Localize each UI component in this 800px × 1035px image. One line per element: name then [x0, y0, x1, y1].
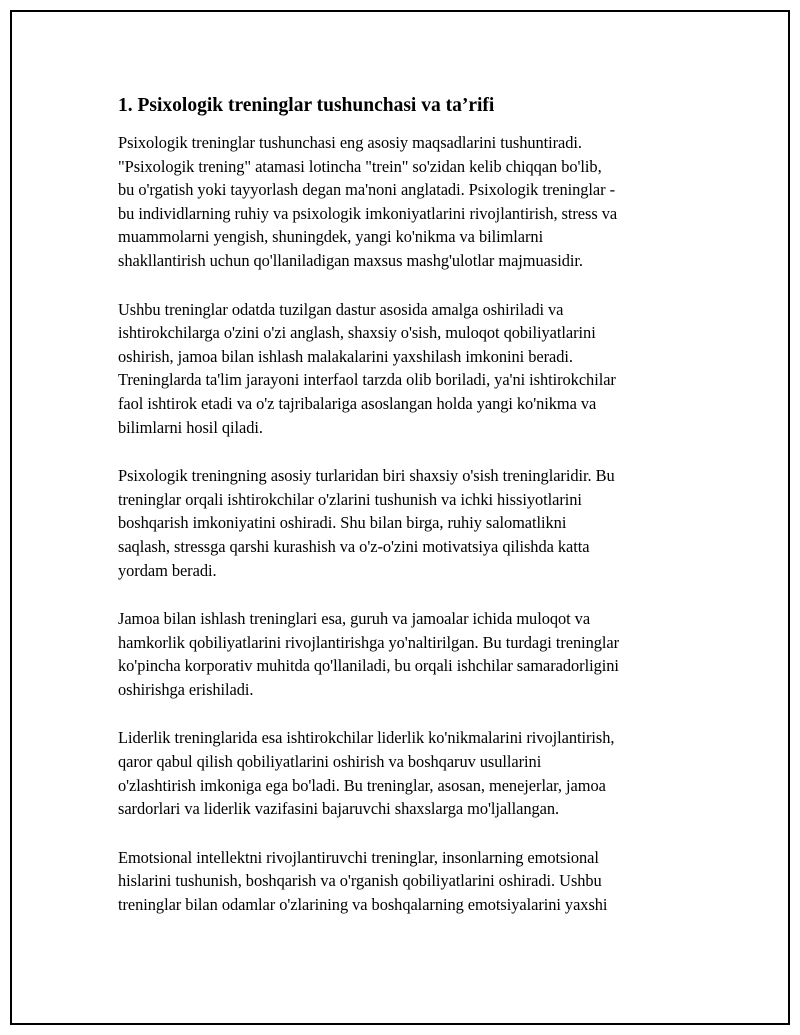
paragraph	[118, 726, 698, 820]
paragraph-line: treninglar bilan odamlar o'zlarining va boshqalarning emotsiyalarini yaxshi	[118, 895, 608, 915]
paragraph-line: oshirishga erishiladi.	[118, 679, 254, 699]
paragraph-line: sardorlari va liderlik vazifasini bajaruvchi shaxslarga mo'ljallangan.	[118, 799, 560, 819]
paragraph-line: ko'pincha korporativ muhitda qo'llaniladi, bu orqali ishchilar samaradorligini	[118, 656, 619, 676]
paragraph-list	[118, 131, 698, 917]
paragraph-line: oshirish, jamoa bilan ishlash malakalarini yaxshilash imkonini beradi.	[118, 346, 573, 366]
paragraph-line: shakllantirish uchun qo'llaniladigan maxsus mashg'ulotlar majmuasidir.	[118, 250, 583, 270]
paragraph	[118, 846, 698, 917]
paragraph-line: Jamoa bilan ishlash treninglari esa, guruh va jamoalar ichida muloqot va	[118, 609, 591, 629]
paragraph-line: faol ishtirok etadi va o'z tajribalariga asoslangan holda yangi ko'nikma va	[118, 393, 597, 413]
paragraph-line: Ushbu treninglar odatda tuzilgan dastur asosida amalga oshiriladi va	[118, 299, 564, 319]
paragraph-line: qaror qabul qilish qobiliyatlarini oshirish va boshqaruv usullarini	[118, 752, 542, 772]
paragraph-line: yordam beradi.	[118, 560, 217, 580]
paragraph-line: boshqarish imkoniyatini oshiradi. Shu bilan birga, ruhiy salomatlikni	[118, 513, 567, 533]
paragraph-line: Liderlik treninglarida esa ishtirokchilar liderlik ko'nikmalarini rivojlantirish,	[118, 728, 615, 748]
paragraph-line: muammolarni yengish, shuningdek, yangi ko'nikma va bilimlarni	[118, 227, 544, 247]
paragraph-line: Psixologik treninglar tushunchasi eng asosiy maqsadlarini tushuntiradi.	[118, 133, 582, 152]
paragraph-line: Treninglarda ta'lim jarayoni interfaol tarzda olib boriladi, ya'ni ishtirokchilar	[118, 370, 616, 390]
paragraph-line: saqlash, stressga qarshi kurashish va o'z-o'zini motivatsiya qilishda katta	[118, 536, 590, 556]
paragraph-line: ishtirokchilarga o'zini o'zi anglash, shaxsiy o'sish, muloqot qobiliyatlarini	[118, 323, 596, 343]
paragraph-line: Emotsional intellektni rivojlantiruvchi treninglar, insonlarning emotsional	[118, 847, 599, 867]
paragraph-line: bu o'rgatish yoki tayyorlash degan ma'noni anglatadi. Psixologik treninglar -	[118, 180, 616, 200]
paragraph	[118, 298, 698, 440]
paragraph-line: treninglar orqali ishtirokchilar o'zlarini tushunish va ichki hissiyotlarini	[118, 489, 582, 509]
paragraph-line: o'zlashtirish imkoniga ega bo'ladi. Bu treninglar, asosan, menejerlar, jamoa	[118, 775, 606, 795]
section-heading: 1. Psixologik treninglar tushunchasi va ta’rifi	[118, 95, 495, 116]
paragraph-line: Psixologik treningning asosiy turlaridan biri shaxsiy o'sish treninglaridir. Bu	[118, 466, 615, 486]
document-body	[118, 92, 698, 942]
paragraph-line: "Psixologik trening" atamasi lotincha "trein" so'zidan kelib chiqqan bo'lib,	[118, 156, 602, 176]
paragraph-line: hamkorlik qobiliyatlarini rivojlantirishga yo'naltirilgan. Bu turdagi treninglar	[118, 632, 620, 652]
paragraph-line: bu individlarning ruhiy va psixologik imkoniyatlarini rivojlantirish, stress va	[118, 203, 618, 223]
paragraph	[118, 607, 698, 701]
paragraph-line: hislarini tushunish, boshqarish va o'rganish qobiliyatlarini oshiradi. Ushbu	[118, 871, 602, 891]
paragraph	[118, 464, 698, 582]
paragraph	[118, 131, 698, 273]
paragraph-line: bilimlarni hosil qiladi.	[118, 417, 263, 437]
